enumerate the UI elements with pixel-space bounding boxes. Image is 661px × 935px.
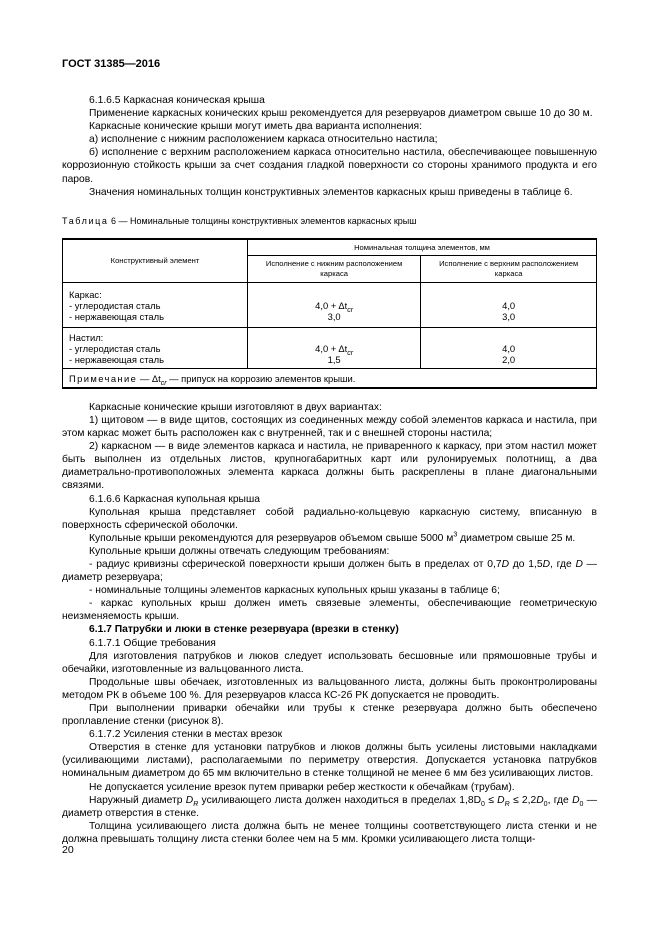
text-run: , где: [550, 558, 576, 570]
value-formula: 4,0 + Δt: [315, 342, 348, 354]
italic-var: D: [501, 558, 509, 570]
value: 3,0: [502, 310, 516, 322]
value: 4,0: [502, 299, 516, 311]
paragraph: Толщина усиливающего листа должна быть не менее толщины соответствующего листа стенки и не должна превышать толщину листа стенки более чем на 5 мм. Кромки усиливающего листа толщи-: [62, 820, 597, 845]
subscript: 0: [481, 800, 485, 808]
subscript: 0: [579, 800, 584, 808]
value-subscript: cr: [347, 349, 354, 357]
table-row: [63, 283, 597, 328]
paragraph: Применение каркасных конических крыш рекомендуется для резервуаров диаметром свыше 10 до 30 м.: [89, 108, 593, 120]
value: 4,0: [502, 342, 516, 354]
subsection-title: 6.1.7.1 Общие требования: [89, 637, 216, 649]
table-caption: [62, 215, 597, 228]
row-upper-cell: [421, 283, 597, 328]
row-lower-cell: [248, 328, 421, 369]
col-element-header: Конструктивный элемент: [63, 239, 248, 283]
value-subscript: cr: [347, 306, 354, 314]
thickness-table: [62, 238, 597, 389]
text-run: ≤: [484, 794, 498, 806]
paragraph: Купольные крыши должны отвечать следующим требованиям:: [89, 545, 390, 557]
document-header: ГОСТ 31385—2016: [62, 58, 161, 70]
paragraph: Продольные швы обечаек, изготовленных из вальцованного листа, должны быть проконтролированы методом РК в объеме 100 %. Для резервуаров класса КС-2б РК допускается не проводить.: [62, 676, 597, 701]
row-item-label: - углеродистая сталь: [69, 342, 161, 354]
subscript: R: [193, 800, 199, 808]
italic-var: D: [536, 794, 544, 806]
text-run: усиливающего листа должен находиться в пределах 1,8D: [198, 794, 482, 806]
italic-var: D: [572, 794, 580, 806]
text-run: - радиус кривизны сферической поверхности крыши должен быть в пределах от 0,7: [89, 558, 502, 570]
col-upper-header: Исполнение с верхним расположением каркаса: [421, 256, 597, 283]
paragraph: Купольная крыша представляет собой радиально-кольцевую каркасную систему, вписанную в поверхность сферической оболочки.: [62, 506, 597, 531]
section-heading-617: 6.1.7 Патрубки и люки в стенке резервуара (врезки в стенку): [89, 624, 399, 636]
page-body: [62, 94, 597, 846]
paragraph: Каркасные конические крыши изготовляют в двух вариантах:: [89, 401, 382, 413]
subsection-title: 6.1.7.2 Усиления стенки в местах врезок: [89, 729, 283, 741]
italic-var: D: [497, 794, 505, 806]
row-lower-cell: [248, 283, 421, 328]
row-item-label: - нержавеющая сталь: [69, 310, 164, 322]
value-formula: 4,0 + Δt: [315, 299, 348, 311]
paragraph: [62, 794, 597, 820]
paragraph: Не допускается усиление врезок путем приварки ребер жесткости к обечайкам (трубам).: [89, 781, 515, 793]
paragraph: [62, 558, 597, 584]
paragraph: [62, 532, 597, 545]
paragraph: - номинальные толщины элементов каркасных купольных крыш указаны в таблице 6;: [89, 585, 500, 597]
table-note: [63, 369, 597, 388]
text-run: , где: [547, 794, 573, 806]
row-group-label: Настил:: [69, 331, 104, 343]
value: 1,5: [327, 353, 341, 365]
paragraph: - каркас купольных крыш должен иметь связевые элементы, обеспечивающие геометрическую неизменяемость крыши.: [62, 598, 597, 623]
row-group-label: Каркас:: [69, 288, 102, 300]
note-subscript: cr: [160, 379, 167, 387]
text-run: до 1,5: [509, 558, 543, 570]
text-run: Наружный диаметр: [89, 794, 186, 806]
paragraph: б) исполнение с верхним расположением каркаса относительно настила, обеспечивающее повышенную коррозионную стойкость крыши за счет создания гладкой поверхности со стороны хранимого продукта и его паров.: [62, 147, 597, 185]
value: 3,0: [327, 310, 341, 322]
paragraph: При выполнении приварки обечайки или трубы к стенке резервуара должно быть обеспечено проплавление стенки (рисунок 8).: [62, 703, 597, 728]
paragraph: Для изготовления патрубков и люков следует использовать бесшовные или прямошовные трубы и обечайки, изготовленные из вальцованного листа.: [62, 650, 597, 675]
text-run: ≤ 2,2: [509, 794, 537, 806]
italic-var: D: [575, 558, 583, 570]
text-run: диаметром свыше 25 м.: [457, 532, 576, 544]
table-note-row: [63, 369, 597, 388]
paragraph: а) исполнение с нижним расположением каркаса относительно настила;: [89, 134, 438, 146]
paragraph: 1) щитовом — в виде щитов, состоящих из соединенных между собой элементов каркаса и настила, при этом каркас может быть расположен как с внутренней, так и с внешней стороны настила;: [62, 414, 597, 440]
row-upper-cell: [421, 328, 597, 369]
table-caption-label: Таблица: [62, 215, 109, 226]
paragraph: 2) каркасном — в виде элементов каркаса и настила, не приваренного к каркасу, при этом настил может быть выполнен из отдельных листов, крупногабаритных карт или рулонируемых полотнищ, а два диаметрально-противоположных элемента каркаса должны быть раскреплены в плане диагональными связями.: [62, 441, 597, 492]
note-label: Примечание: [69, 372, 138, 384]
italic-var: D: [185, 794, 194, 806]
row-element-cell: [63, 328, 248, 369]
row-element-cell: [63, 283, 248, 328]
superscript: 3: [453, 531, 458, 539]
value: 2,0: [502, 353, 516, 365]
text-run: Купольные крыши рекомендуются для резервуаров объемом свыше 5000 м: [89, 532, 454, 544]
page-number: 20: [62, 844, 74, 856]
note-text: — припуск на коррозию элементов крыши.: [166, 372, 356, 384]
note-dash: — Δt: [137, 372, 161, 384]
row-item-label: - нержавеющая сталь: [69, 353, 164, 365]
col-group-header: Номинальная толщина элементов, мм: [248, 239, 597, 256]
subscript: R: [504, 800, 510, 808]
col-lower-header: Исполнение с нижним расположением каркаса: [248, 256, 421, 283]
paragraph: Каркасные конические крыши могут иметь два варианта исполнения:: [89, 121, 422, 133]
section-title-6166: 6.1.6.6 Каркасная купольная крыша: [89, 493, 260, 505]
section-title-6165: 6.1.6.5 Каркасная коническая крыша: [89, 95, 265, 106]
subscript: 0: [543, 800, 548, 808]
table-caption-text: 6 — Номинальные толщины конструктивных элементов каркасных крыш: [108, 215, 417, 226]
paragraph: Отверстия в стенке для установки патрубков и люков должны быть усилены листовыми накладками (усиливающими листами), располагаемыми по периметру отверстия. Допускается установка патрубков номинальным диаметром до 65 мм включительно в стенке толщиной не менее 6 мм без усиливающих листов.: [62, 742, 597, 780]
row-item-label: - углеродистая сталь: [69, 299, 161, 311]
paragraph: Значения номинальных толщин конструктивных элементов каркасных крыш приведены в таблице 6.: [89, 186, 573, 198]
text-run: — диаметр резервуара;: [62, 558, 597, 584]
italic-var: D: [542, 558, 551, 570]
text-run: — диаметр отверстия в стенке.: [62, 794, 597, 819]
table-row: [63, 328, 597, 369]
